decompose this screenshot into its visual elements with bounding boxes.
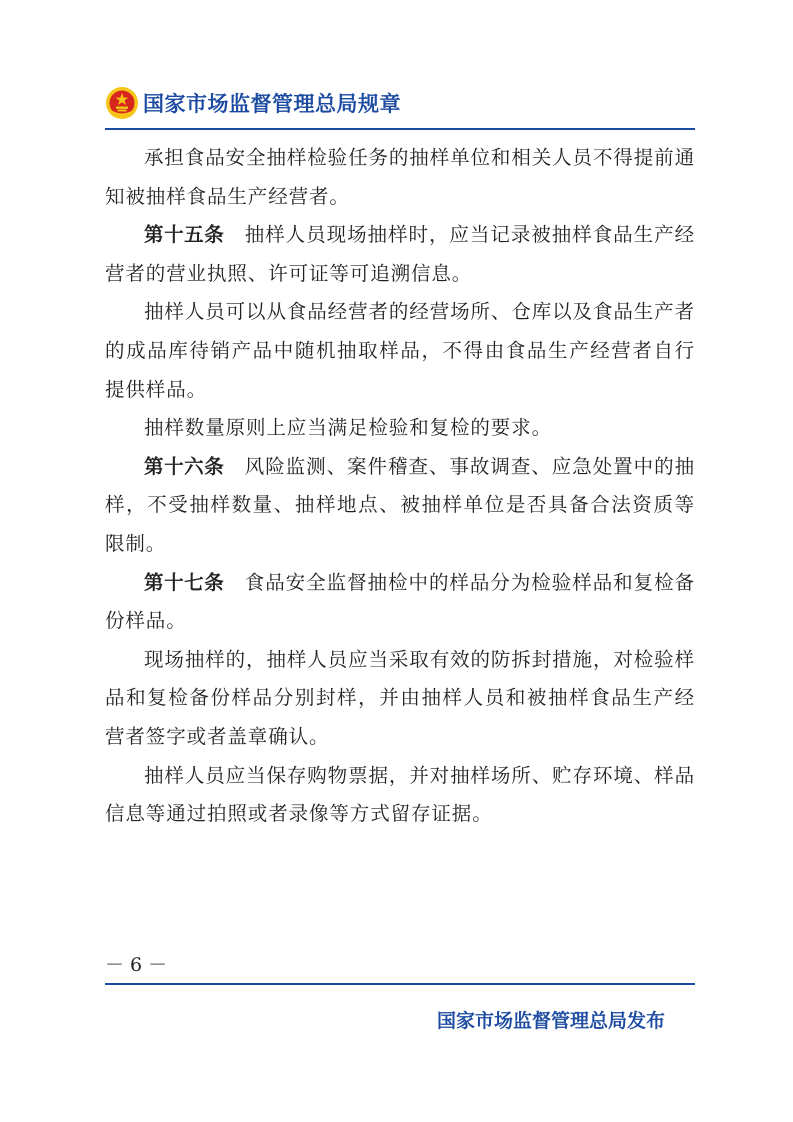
paragraph-text: 现场抽样的，抽样人员应当采取有效的防拆封措施，对检验样品和复检备份样品分别封样，并由抽样人员和被抽样食品生产经营者签字或者盖章确认。 — [105, 647, 695, 748]
article-paragraph — [105, 564, 695, 641]
national-emblem-icon — [105, 86, 139, 120]
paragraph-text: 食品安全监督抽检中的样品分为检验样品和复检备份样品。 — [105, 570, 695, 633]
paragraph-text: 抽样人员可以从食品经营者的经营场所、仓库以及食品生产者的成品库待销产品中随机抽取样品，不得由食品生产经营者自行提供样品。 — [105, 300, 695, 401]
article-number: 第十五条 — [144, 223, 225, 247]
article-paragraph — [105, 448, 695, 564]
paragraph — [105, 641, 695, 757]
article-number: 第十六条 — [144, 454, 225, 478]
header-title: 国家市场监督管理总局规章 — [143, 92, 401, 116]
paragraph-text: 承担食品安全抽样检验任务的抽样单位和相关人员不得提前通知被抽样食品生产经营者。 — [105, 146, 695, 208]
document-header — [105, 82, 401, 124]
paragraph — [105, 293, 695, 409]
header-divider — [105, 128, 695, 130]
footer-publisher: 国家市场监督管理总局发布 — [436, 1010, 665, 1032]
paragraph — [105, 409, 695, 448]
paragraph-text: 风险监测、案件稽查、事故调查、应急处置中的抽样，不受抽样数量、抽样地点、被抽样单位是否具备合法资质等限制。 — [105, 454, 695, 555]
page-number: － 6 － — [105, 954, 168, 976]
paragraph — [105, 757, 695, 834]
paragraph — [105, 139, 695, 216]
document-body — [105, 139, 695, 834]
article-number: 第十七条 — [144, 570, 225, 594]
footer-divider — [105, 983, 695, 985]
article-paragraph — [105, 216, 695, 293]
paragraph-text: 抽样人员现场抽样时，应当记录被抽样食品生产经营者的营业执照、许可证等可追溯信息。 — [105, 223, 695, 285]
paragraph-text: 抽样数量原则上应当满足检验和复检的要求。 — [144, 416, 553, 440]
paragraph-text: 抽样人员应当保存购物票据，并对抽样场所、贮存环境、样品信息等通过拍照或者录像等方式留存证据。 — [105, 763, 695, 826]
